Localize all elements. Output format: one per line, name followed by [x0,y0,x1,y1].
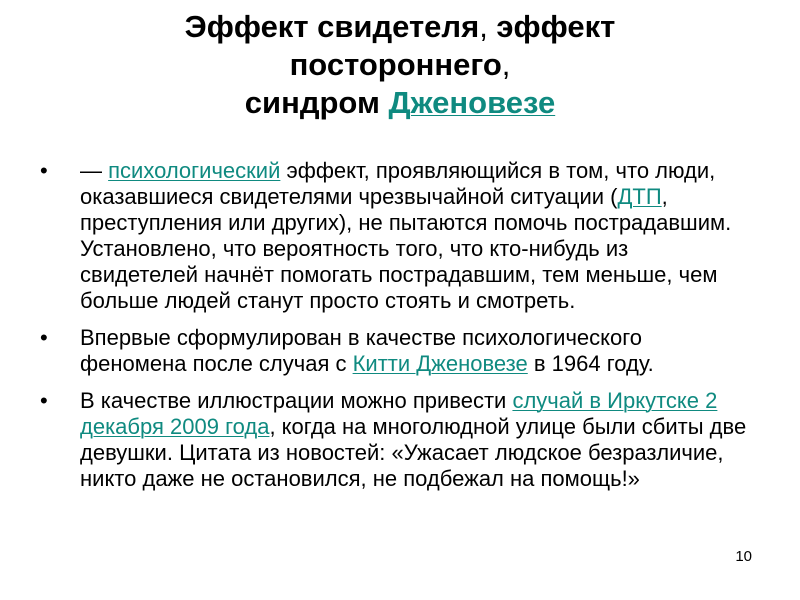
link-dtp[interactable]: ДТП [617,184,662,209]
title-line-1 [60,8,740,46]
bullet-text: В качестве иллюстрации можно привести [80,388,513,413]
bullet-text: , когда на многолюдной улице были сбиты две девушки. Цитата из новостей: «Ужасает людское безразличие, никто даже не остановился, не подбежал на помощь!» [80,414,747,491]
link-irkutsk-case[interactable]: случай в Иркутске 2 декабря 2009 года [80,388,718,439]
bullet-dot-icon: • [40,388,48,413]
bullet-text: — [80,158,109,183]
title-comma: , [479,9,488,44]
title-line-2 [60,46,740,84]
bullet-item-definition [40,158,750,314]
title-link-genovese[interactable]: Дженовезе [388,85,556,120]
bullet-text: эффект, проявляющийся в том, что люди, оказавшиеся свидетелями чрезвычайной ситуации ( [80,158,716,209]
bullet-item-history [40,325,750,377]
bullet-dot-icon: • [40,158,48,183]
bullet-text: , преступления или других), не пытаются помочь пострадавшим. Установлено, что вероятность того, что кто-нибудь из свидетелей начнёт помогать пострадавшим, тем меньше, чем больше людей станут просто стоять и смотреть. [80,184,732,313]
title-text-effect: эффект [487,9,616,44]
title-text-bystander-effect: Эффект свидетеля [184,9,480,44]
link-psychological[interactable]: психологический [108,158,281,183]
title-text-outsider: постороннего [289,47,502,82]
title-line-3 [60,84,740,122]
page-number: 10 [735,548,752,565]
bullet-text: Впервые сформулирован в качестве психологического феномена после случая с [80,325,643,376]
link-kitty-genovese[interactable]: Китти Дженовезе [352,351,528,376]
slide-title [60,8,740,122]
bullet-item-example [40,388,750,492]
title-text-syndrome: синдром [244,85,389,120]
bullet-text: в 1964 году. [527,351,654,376]
bullet-list [40,158,750,503]
bullet-dot-icon: • [40,325,48,350]
title-comma: , [501,47,511,82]
